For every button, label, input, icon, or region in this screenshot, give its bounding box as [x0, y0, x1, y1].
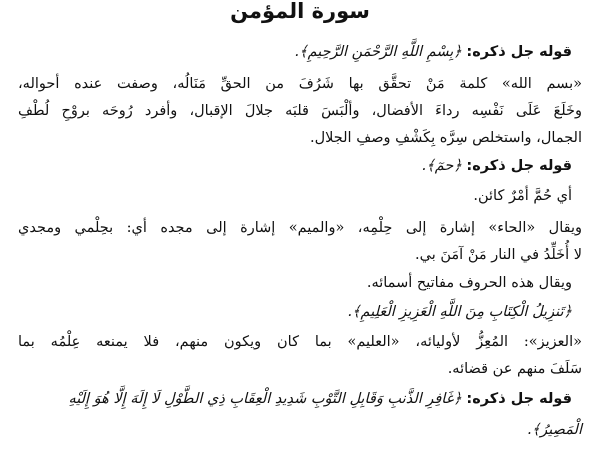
document-page [18, 0, 582, 450]
body-line: «بسم الله» كلمة مَنْ تحقَّق بها شَرُفَ من الحقِّ مَنَالُه، وصفت عنده أحواله، [18, 76, 582, 92]
body-line: أي حُمَّ أمْرٌ كائن. [473, 188, 572, 204]
body-line: «العزيز»: المُعِزُّ لأوليائه، «العليم» بما كان ويكون منهم، فلا يمنعه عِلْمُه بما [18, 334, 582, 350]
verse-lead-label: قوله جل ذكره: [466, 44, 572, 60]
body-line: الجمال، واستخلص سِرَّه بِكَشْفِ وصفِ الجلال. [309, 130, 582, 146]
verse-lead-label: قوله جل ذكره: [466, 391, 572, 407]
body-line: سَلَفَ منهم عن قضائه. [447, 361, 582, 377]
verse-heading-ha-mim [422, 154, 572, 178]
body-line: ويقال «الحاء» إشارة إلى حِلْمِه، «والميم» إشارة إلى مجده أي: بحِلْمي ومجدي [18, 220, 582, 236]
body-line: وخَلَعَ عَلَى نَفْسِه رداءَ الأفضال، وألْبَسَ قلبَه جلالَ الإقبال، وأفرد رُوحَه بروْحِ لُطْفِ [18, 103, 582, 119]
quran-verse-text: ﴿غَافِرِ الذَّنبِ وَقَابِلِ التَّوْبِ شَدِيدِ الْعِقَابِ ذِي الطَّوْلِ لَا إِلَهَ إِلَّا هُوَ إِلَيْهِ [68, 391, 462, 407]
quran-verse-line: ﴿تَنزِيلُ الْكِتَابِ مِنَ اللَّهِ الْعَزِيزِ الْعَلِيمِ﴾. [347, 304, 572, 320]
body-line: ويقال هذه الحروف مفاتيح أسمائه. [366, 275, 572, 291]
page-title: سورة المؤمن [230, 0, 370, 23]
verse-lead-label: قوله جل ذكره: [466, 158, 572, 174]
verse-heading-ghafir [68, 387, 572, 411]
quran-verse-text: ﴿بِسْمِ اللَّهِ الرَّحْمَنِ الرَّحِيمِ﴾. [294, 44, 462, 60]
quran-verse-text: ﴿حمٓ﴾. [421, 158, 462, 174]
verse-heading-basmala [294, 40, 572, 64]
body-line: لا أُخَلِّدُ في النار مَنْ آمَنَ بي. [415, 247, 582, 263]
quran-verse-line: الْمَصِيرُ﴾. [527, 422, 582, 438]
